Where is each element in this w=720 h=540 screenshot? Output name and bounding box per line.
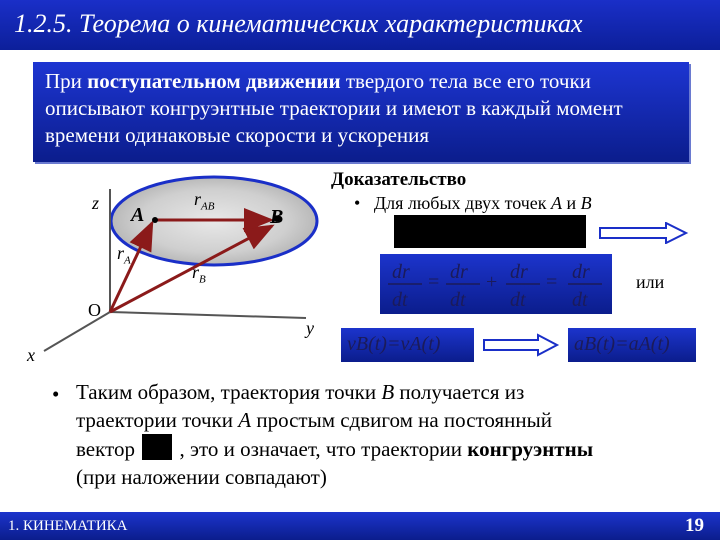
axis-y-label: y bbox=[306, 318, 314, 338]
svg-text:=: = bbox=[428, 271, 440, 293]
title-bar bbox=[0, 0, 720, 50]
statement-suffix: твердого тела все его точки описывают конгруэнтные траектории и имеют в каждый момент времени одинаковые скорости и ускорения bbox=[45, 69, 623, 147]
svg-text:dr: dr bbox=[510, 261, 528, 283]
statement-bold: поступательном движении bbox=[87, 69, 341, 93]
proof-and: и bbox=[562, 193, 581, 213]
point-a-dot bbox=[152, 217, 158, 223]
or-label: или bbox=[636, 272, 665, 292]
axis-y-line bbox=[110, 312, 306, 318]
footer-section: 1. КИНЕМАТИКА bbox=[8, 518, 128, 534]
conclusion-line-3-text: вектор bbox=[76, 437, 141, 461]
svg-text:=: = bbox=[546, 271, 558, 293]
vector-rb-letter: r bbox=[192, 262, 200, 282]
vector-ra-sub: A bbox=[124, 254, 131, 267]
acceleration-equation-box bbox=[568, 328, 696, 362]
svg-text:dt: dt bbox=[572, 289, 588, 311]
vector-ra-label bbox=[117, 243, 131, 267]
velocity-equation: vB(t)=vA(t) bbox=[347, 333, 441, 355]
vector-ra-letter: r bbox=[117, 243, 125, 263]
vector-rab-letter: r bbox=[194, 189, 202, 209]
conclusion-line-2-text: траектории точки bbox=[76, 408, 239, 432]
conclusion-line-1-end: получается из bbox=[394, 380, 525, 404]
svg-text:dt: dt bbox=[392, 289, 408, 311]
acceleration-equation: aB(t)=aA(t) bbox=[574, 333, 670, 355]
svg-text:+: + bbox=[486, 271, 498, 293]
vector-rab-label bbox=[194, 189, 214, 213]
conclusion-line-1 bbox=[76, 378, 716, 406]
slide-title: 1.2.5. Теорема о кинематических характеристиках bbox=[14, 9, 583, 38]
conclusion-point-b: B bbox=[381, 380, 395, 404]
conclusion-line-2-end: простым сдвигом на постоянный bbox=[251, 408, 552, 432]
theorem-statement bbox=[33, 62, 689, 162]
svg-text:dr: dr bbox=[450, 261, 468, 283]
conclusion-point-a: A bbox=[238, 408, 252, 432]
redacted-formula-box bbox=[394, 215, 586, 248]
proof-line-text: Для любых двух точек bbox=[373, 193, 552, 213]
statement-prefix: При bbox=[45, 69, 88, 93]
axis-z-label: z bbox=[92, 193, 100, 213]
page-number: 19 bbox=[685, 515, 704, 536]
axis-x-label: x bbox=[27, 345, 35, 365]
conclusion-text bbox=[76, 378, 716, 491]
conclusion-line-3 bbox=[76, 434, 716, 463]
vector-rb-sub: B bbox=[199, 273, 206, 286]
derivative-formula-glyphs bbox=[380, 254, 612, 314]
svg-text:dt: dt bbox=[450, 289, 466, 311]
velocity-equation-box bbox=[341, 328, 474, 362]
vector-rb-label bbox=[192, 262, 206, 286]
footer-bar bbox=[0, 512, 720, 540]
conclusion-line-3-mid: , это и означает, что траектории bbox=[174, 437, 468, 461]
proof-point-a: A bbox=[551, 193, 563, 213]
origin-label: O bbox=[88, 300, 101, 320]
point-a-label: A bbox=[131, 204, 145, 226]
proof-bullet-line bbox=[354, 193, 592, 214]
conclusion-line-1-text: Таким образом, траектория точки bbox=[76, 380, 382, 404]
conclusion-bold-word: конгруэнтны bbox=[467, 437, 594, 461]
implies-arrow-icon bbox=[482, 333, 560, 357]
conclusion-bullet: • bbox=[52, 382, 60, 406]
proof-bullet: • bbox=[354, 193, 361, 213]
vector-rab-sub: AB bbox=[201, 200, 215, 213]
point-b-label: B bbox=[270, 206, 284, 228]
proof-heading: Доказательство bbox=[331, 169, 467, 190]
right-arrow-icon bbox=[598, 222, 690, 244]
proof-point-b: B bbox=[580, 193, 592, 213]
conclusion-line-4: (при наложении совпадают) bbox=[76, 465, 327, 489]
svg-text:dr: dr bbox=[572, 261, 590, 283]
conclusion-line-2 bbox=[76, 406, 716, 434]
svg-text:dr: dr bbox=[392, 261, 410, 283]
redacted-vector-box bbox=[142, 434, 172, 460]
svg-text:dt: dt bbox=[510, 289, 526, 311]
